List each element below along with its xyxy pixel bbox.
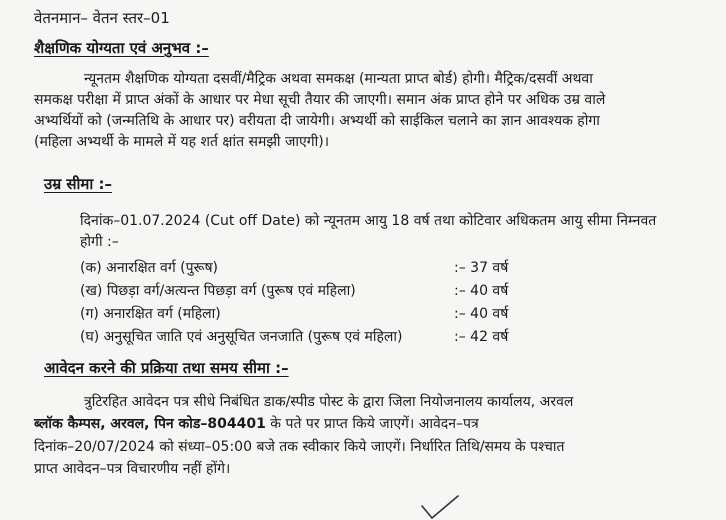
age-row-value: :– 37 वर्ष — [454, 260, 509, 276]
qualification-line-2: समकक्ष परीक्षा में प्राप्त अंकों के आधार पर मेधा सूची तैयार की जाएगी। समान अंक प्राप्त होने पर अधिक उम्र वाले — [34, 92, 606, 108]
application-line-3: दिनांक–20/07/2024 को संध्या–05:00 बजे तक स्वीकार किये जाएगें। निर्धारित तिथि/समय के पश्चात — [34, 439, 565, 455]
age-row-label: (क) अनारक्षित वर्ग (पुरूष) — [80, 260, 218, 276]
age-limit-heading: उम्र सीमा :– — [44, 175, 113, 193]
age-limit-intro-1: दिनांक–01.07.2024 (Cut off Date) को न्यूनतम आयु 18 वर्ष तथा कोटिवार अधिकतम आयु सीमा निम्नवत — [80, 213, 657, 229]
application-line-2-rest: के पते पर प्राप्त किये जाएगें। आवेदन–पत्र — [265, 416, 479, 432]
application-line-4: प्राप्त आवेदन–पत्र विचारणीय नहीं होंगे। — [34, 461, 231, 477]
age-row-value: :– 42 वर्ष — [454, 329, 509, 345]
application-heading: आवेदन करने की प्रक्रिया तथा समय सीमा :– — [44, 359, 289, 377]
qualification-line-4: (महिला अभ्यर्थी के मामले में यह शर्त क्षांत समझी जाएगी)। — [34, 134, 330, 150]
qualification-heading: शैक्षणिक योग्यता एवं अनुभव :– — [34, 39, 209, 57]
age-row-label: (ख) पिछड़ा वर्ग/अत्यन्त पिछड़ा वर्ग (पुरूष एवं महिला) — [80, 283, 356, 299]
tick-mark-icon — [420, 494, 460, 520]
age-row-label: (घ) अनुसूचित जाति एवं अनुसूचित जनजाति (पुरूष एवं महिला) — [80, 329, 403, 345]
age-row-label: (ग) अनारक्षित वर्ग (महिला) — [80, 306, 221, 322]
age-row-value: :– 40 वर्ष — [454, 283, 509, 299]
qualification-line-1: न्यूनतम शैक्षणिक योग्यता दसवीं/मैट्रिक अथवा समकक्ष (मान्यता प्राप्त बोर्ड) होगी। मैट्रिक/दसवीं अथवा — [84, 71, 593, 87]
office-address: ब्लॉक कैम्पस, अरवल, पिन कोड–804401 — [34, 416, 266, 432]
age-row-value: :– 40 वर्ष — [454, 306, 509, 322]
pay-level: वेतनमान– वेतन स्तर–01 — [34, 9, 170, 27]
application-line-2 — [34, 414, 479, 434]
application-line-1: त्रुटिरहित आवेदन पत्र सीधे निबंधित डाक/स्पीड पोस्ट के द्वारा जिला नियोजनालय कार्यालय, अरवल — [84, 394, 574, 410]
age-limit-intro-2: होगी :– — [80, 234, 119, 250]
qualification-line-3: अभ्यर्थियों को (जन्मतिथि के आधार पर) वरीयता दी जायेगी। अभ्यर्थी को साईकिल चलाने का ज्ञान आवश्यक होगा — [34, 113, 600, 129]
